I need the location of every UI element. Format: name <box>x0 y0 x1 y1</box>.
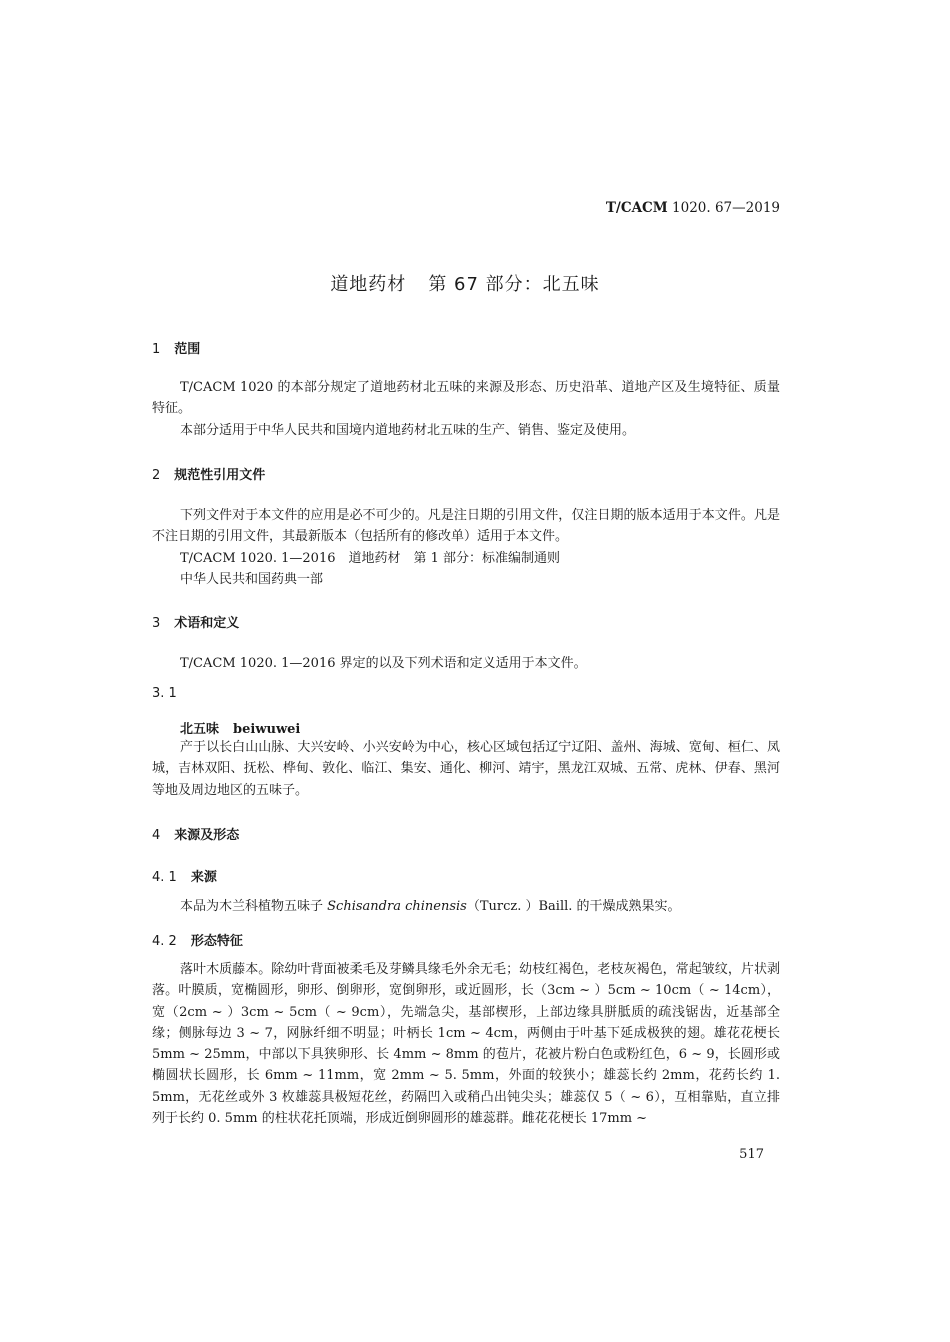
section-2-paragraph-1: 下列文件对于本文件的应用是必不可少的。凡是注日期的引用文件，仅注日期的版本适用于本文件。凡是不注日期的引用文件，其最新版本（包括所有的修改单）适用于本文件。 <box>152 508 780 545</box>
section-3-number: 3 <box>152 616 161 631</box>
section-1-title: 范围 <box>174 342 201 357</box>
section-4-title: 来源及形态 <box>174 828 240 843</box>
subsection-4-2-title: 形态特征 <box>190 934 243 949</box>
subsection-4-1-title: 来源 <box>190 870 217 885</box>
subsection-4-2-number: 4. 2 <box>152 934 177 949</box>
section-1-heading <box>152 338 200 357</box>
section-3-paragraph-1: T/CACM 1020. 1—2016 界定的以及下列术语和定义适用于本文件。 <box>180 656 587 671</box>
section-3-heading <box>152 612 239 631</box>
section-4-number: 4 <box>152 828 161 843</box>
standard-number <box>606 200 780 216</box>
term-chinese: 北五味 <box>180 722 220 737</box>
section-2-reference-2: 中华人民共和国药典一部 <box>180 572 324 587</box>
section-1-number: 1 <box>152 342 161 357</box>
subsection-4-2-paragraph: 落叶木质藤本。除幼叶背面被柔毛及芽鳞具缘毛外余无毛；幼枝红褐色，老枝灰褐色，常起皱纹，片状剥落。叶膜质，宽椭圆形，卵形、倒卵形，宽倒卵形，或近圆形，长（3cm ~ ）5cm ~ 10cm（ ~ 14cm），宽（2cm ~ ）3cm ~ 5cm（ ~ 9cm），先端急尖，基部楔形，上部边缘具胼胝质的疏浅锯齿，近基部全缘；侧脉每边 3 ~ 7，网脉纤细不明显；叶柄长 1cm ~ 4cm，两侧由于叶基下延成极狭的翅。雄花花梗长 5mm ~ 25mm，中部以下具狭卵形、长 4mm ~ 8mm 的苞片，花被片粉白色或粉红色，6 ~ 9，长圆形或椭圆状长圆形，长 6mm ~ 11mm，宽 2mm ~ 5. 5mm，外面的较狭小；雄蕊长约 2mm，花药长约 1. 5mm，无花丝或外 3 枚雄蕊具极短花丝，药隔凹入或稍凸出钝尖头；雄蕊仅 5（ ~ 6），互相靠贴，直立排列于长约 0. 5mm 的柱状花托顶端，形成近倒卵圆形的雄蕊群。雌花花梗长 17mm ~ <box>152 962 780 1127</box>
subsection-4-2-heading <box>152 930 243 949</box>
latin-name: Schisandra chinensis <box>327 899 467 914</box>
standard-code: 1020. 67—2019 <box>667 200 780 216</box>
subsection-4-1-heading <box>152 866 217 885</box>
section-3-title: 术语和定义 <box>174 616 240 631</box>
section-1-paragraph-1: T/CACM 1020 的本部分规定了道地药材北五味的来源及形态、历史沿革、道地产区及生境特征、质量特征。 <box>152 380 780 417</box>
section-2-reference-1: T/CACM 1020. 1—2016 道地药材 第 1 部分：标准编制通则 <box>180 551 561 566</box>
subsection-4-1-paragraph <box>152 896 780 917</box>
term-definition: 产于以长白山山脉、大兴安岭、小兴安岭为中心，核心区域包括辽宁辽阳、盖州、海城、宽甸、桓仁、凤城，吉林双阳、抚松、桦甸、敦化、临江、集安、通化、柳河、靖宇，黑龙江双城、五常、虎林、伊春、黑河等地及周边地区的五味子。 <box>152 740 780 798</box>
title-part2: 第 67 部分：北五味 <box>428 274 600 295</box>
subsection-3-1-number: 3. 1 <box>152 686 177 701</box>
title-part1: 道地药材 <box>330 274 407 295</box>
section-2-title: 规范性引用文件 <box>174 468 266 483</box>
standard-prefix: T/CACM <box>605 200 668 216</box>
section-2-heading <box>152 464 265 483</box>
section-4-heading <box>152 824 239 843</box>
term-pinyin: beiwuwei <box>233 722 301 737</box>
subsection-4-1-number: 4. 1 <box>152 870 177 885</box>
page-title <box>0 270 930 296</box>
source-text-after: （Turcz. ）Baill. 的干燥成熟果实。 <box>466 899 681 914</box>
page-number: 517 <box>739 1147 764 1162</box>
term-entry <box>180 718 300 737</box>
source-text-before: 本品为木兰科植物五味子 <box>180 899 328 914</box>
section-2-number: 2 <box>152 468 161 483</box>
section-1-paragraph-2: 本部分适用于中华人民共和国境内道地药材北五味的生产、销售、鉴定及使用。 <box>180 423 636 438</box>
